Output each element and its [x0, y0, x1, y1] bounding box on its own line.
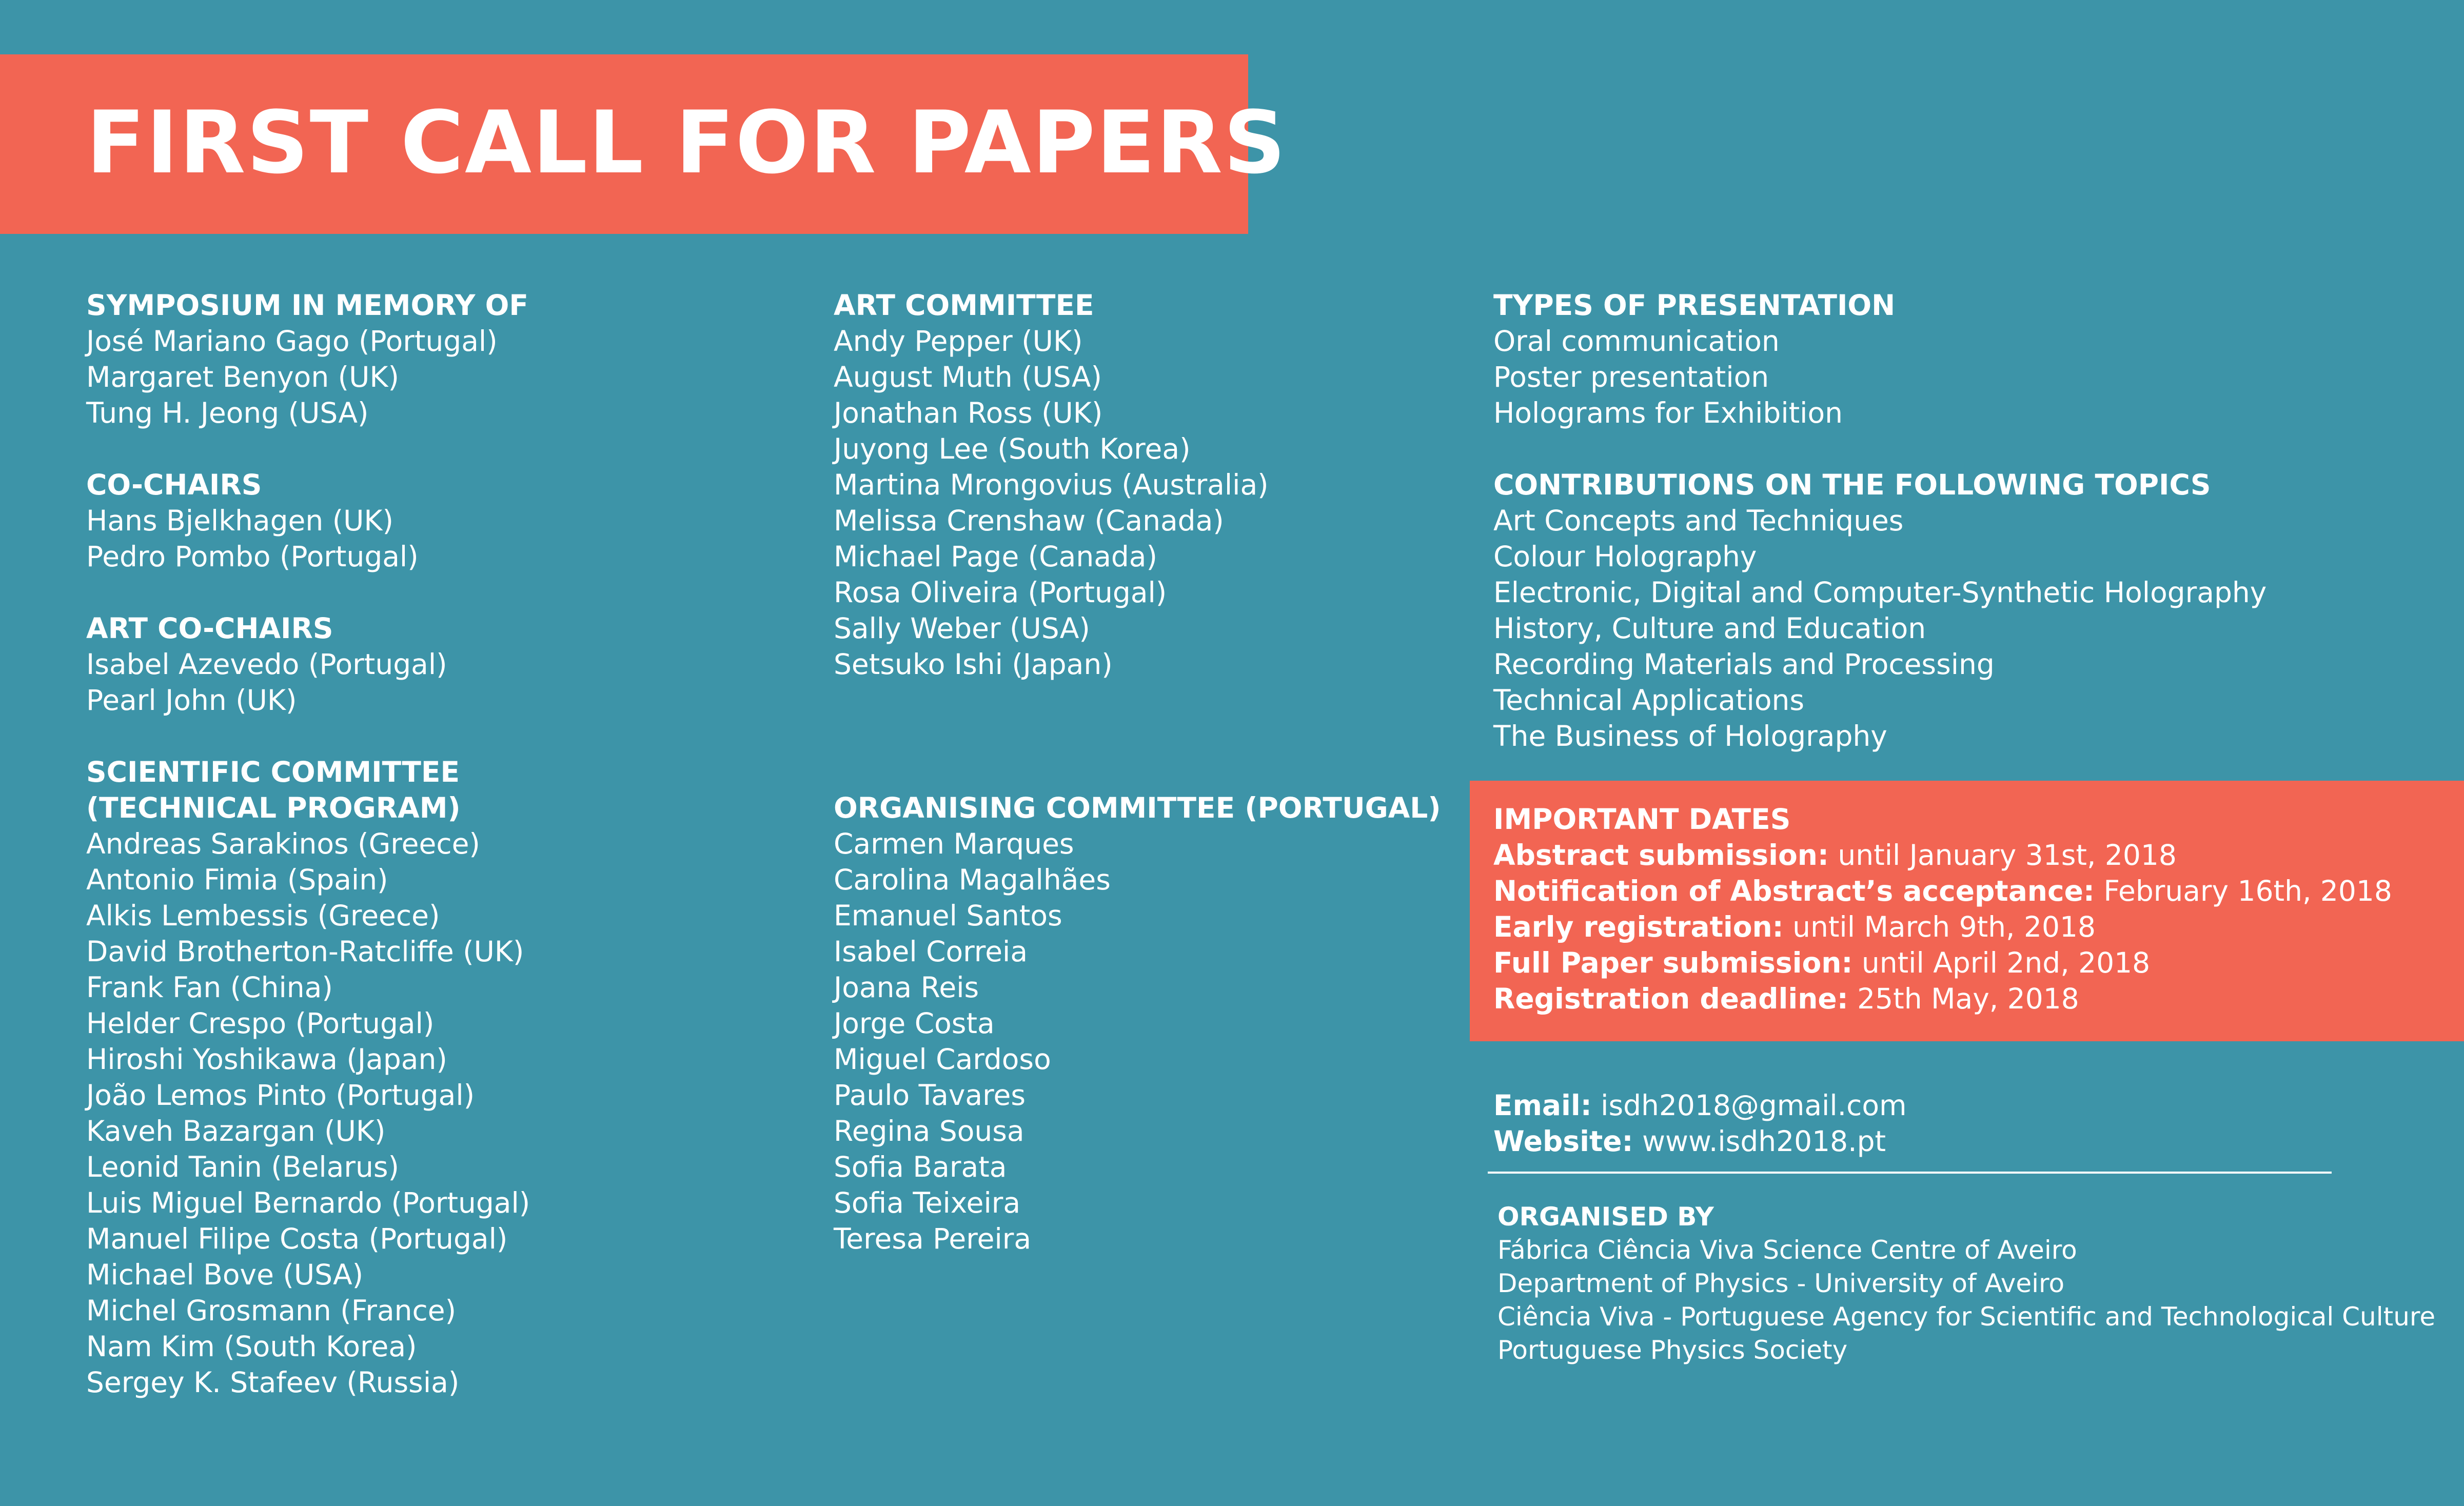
list-item: Joana Reis	[834, 971, 979, 1004]
scientific-committee-subheading: (TECHNICAL PROGRAM)	[86, 791, 461, 824]
list-item: Department of Physics - University of Aveiro	[1497, 1269, 2065, 1298]
list-item: Holograms for Exhibition	[1493, 397, 1843, 429]
symposium-section	[86, 287, 804, 431]
date-row	[1493, 837, 2392, 873]
date-label: Notification of Abstract’s acceptance:	[1493, 875, 2095, 907]
list-item: Margaret Benyon (UK)	[86, 361, 399, 393]
list-item: Michel Grosmann (France)	[86, 1294, 457, 1327]
date-label: Full Paper submission:	[1493, 946, 1853, 979]
column-middle	[834, 287, 1475, 1293]
list-item: Kaveh Bazargan (UK)	[86, 1115, 386, 1147]
date-row	[1493, 945, 2392, 981]
list-item: Sergey K. Stafeev (Russia)	[86, 1366, 460, 1399]
list-item: Antonio Fimia (Spain)	[86, 863, 388, 896]
date-label: Early registration:	[1493, 910, 1784, 943]
list-item: Frank Fan (China)	[86, 971, 333, 1004]
types-section	[1493, 287, 2417, 431]
list-item: Jorge Costa	[834, 1007, 995, 1040]
list-item: José Mariano Gago (Portugal)	[86, 325, 498, 358]
list-item: João Lemos Pinto (Portugal)	[86, 1079, 475, 1112]
list-item: Isabel Azevedo (Portugal)	[86, 648, 447, 681]
list-item: Sofia Barata	[834, 1151, 1007, 1183]
list-item: Helder Crespo (Portugal)	[86, 1007, 435, 1040]
important-dates-box	[1470, 781, 2464, 1041]
divider	[1488, 1172, 2332, 1174]
list-item: Luis Miguel Bernardo (Portugal)	[86, 1186, 530, 1219]
email-label: Email:	[1493, 1089, 1592, 1122]
date-row	[1493, 873, 2392, 909]
list-item: Emanuel Santos	[834, 899, 1062, 932]
list-item: Ciência Viva - Portuguese Agency for Scientific and Technological Culture	[1497, 1302, 2436, 1332]
list-item: Miguel Cardoso	[834, 1043, 1051, 1076]
organising-committee-section	[834, 790, 1475, 1257]
website-link[interactable]: www.isdh2018.pt	[1633, 1125, 1886, 1158]
email-row	[1493, 1087, 1907, 1123]
date-row	[1493, 909, 2392, 945]
art-co-chairs-section	[86, 610, 804, 718]
list-item: Melissa Crenshaw (Canada)	[834, 504, 1224, 537]
scientific-committee-section	[86, 754, 804, 1400]
list-item: Art Concepts and Techniques	[1493, 504, 1904, 537]
list-item: Regina Sousa	[834, 1115, 1024, 1147]
list-item: Juyong Lee (South Korea)	[834, 432, 1191, 465]
list-item: Michael Bove (USA)	[86, 1258, 364, 1291]
important-dates	[1493, 801, 2392, 1017]
list-item: Portuguese Physics Society	[1497, 1335, 1848, 1365]
date-row	[1493, 981, 2392, 1017]
list-item: Sally Weber (USA)	[834, 612, 1090, 645]
organised-by-heading: ORGANISED BY	[1497, 1202, 1714, 1232]
list-item: Michael Page (Canada)	[834, 540, 1157, 573]
date-value: until April 2nd, 2018	[1852, 946, 2151, 979]
list-item: Sofia Teixeira	[834, 1186, 1021, 1219]
date-label: Registration deadline:	[1493, 982, 1848, 1015]
co-chairs-heading: CO-CHAIRS	[86, 468, 262, 501]
list-item: Teresa Pereira	[834, 1222, 1032, 1255]
list-item: Colour Holography	[1493, 540, 1757, 573]
list-item: Rosa Oliveira (Portugal)	[834, 576, 1167, 609]
list-item: Fábrica Ciência Viva Science Centre of Aveiro	[1497, 1235, 2077, 1265]
list-item: Oral communication	[1493, 325, 1780, 358]
organising-committee-heading: ORGANISING COMMITTEE (PORTUGAL)	[834, 791, 1441, 824]
list-item: Hans Bjelkhagen (UK)	[86, 504, 393, 537]
list-item: Recording Materials and Processing	[1493, 648, 1995, 681]
organised-by-section	[1497, 1200, 2435, 1367]
list-item: Electronic, Digital and Computer-Synthetic Holography	[1493, 576, 2267, 609]
website-row	[1493, 1123, 1907, 1159]
website-label: Website:	[1493, 1125, 1633, 1158]
list-item: Setsuko Ishi (Japan)	[834, 648, 1113, 681]
list-item: Martina Mrongovius (Australia)	[834, 468, 1269, 501]
list-item: Pearl John (UK)	[86, 684, 297, 717]
list-item: Tung H. Jeong (USA)	[86, 397, 369, 429]
list-item: Alkis Lembessis (Greece)	[86, 899, 440, 932]
list-item: Paulo Tavares	[834, 1079, 1026, 1112]
list-item: Technical Applications	[1493, 684, 1804, 717]
art-committee-section	[834, 287, 1475, 682]
contact-info	[1493, 1087, 1907, 1159]
list-item: Carolina Magalhães	[834, 863, 1111, 896]
date-value: February 16th, 2018	[2094, 875, 2392, 907]
list-item: Poster presentation	[1493, 361, 1769, 393]
symposium-heading: SYMPOSIUM IN MEMORY OF	[86, 289, 528, 322]
page-title: FIRST CALL FOR PAPERS	[86, 92, 1287, 193]
scientific-committee-heading: SCIENTIFIC COMMITTEE	[86, 756, 460, 788]
list-item: History, Culture and Education	[1493, 612, 1926, 645]
topics-section	[1493, 467, 2417, 754]
list-item: Manuel Filipe Costa (Portugal)	[86, 1222, 508, 1255]
list-item: The Business of Holography	[1493, 720, 1887, 752]
list-item: David Brotherton-Ratcliffe (UK)	[86, 935, 524, 968]
list-item: Leonid Tanin (Belarus)	[86, 1151, 399, 1183]
date-value: 25th May, 2018	[1848, 982, 2079, 1015]
list-item: Andy Pepper (UK)	[834, 325, 1083, 358]
art-committee-heading: ART COMMITTEE	[834, 289, 1094, 322]
co-chairs-section	[86, 467, 804, 574]
title-banner	[0, 54, 1287, 234]
topics-heading: CONTRIBUTIONS ON THE FOLLOWING TOPICS	[1493, 468, 2211, 501]
types-heading: TYPES OF PRESENTATION	[1493, 289, 1896, 322]
date-value: until January 31st, 2018	[1828, 839, 2177, 871]
column-right	[1493, 287, 2417, 790]
list-item: Pedro Pombo (Portugal)	[86, 540, 419, 573]
column-left	[86, 287, 804, 1436]
email-link[interactable]: isdh2018@gmail.com	[1591, 1089, 1907, 1122]
list-item: Nam Kim (South Korea)	[86, 1330, 417, 1363]
dates-heading: IMPORTANT DATES	[1493, 803, 1791, 836]
list-item: Jonathan Ross (UK)	[834, 397, 1103, 429]
art-co-chairs-heading: ART CO-CHAIRS	[86, 612, 333, 645]
date-label: Abstract submission:	[1493, 839, 1829, 871]
list-item: Carmen Marques	[834, 827, 1074, 860]
list-item: Andreas Sarakinos (Greece)	[86, 827, 480, 860]
list-item: Isabel Correia	[834, 935, 1028, 968]
list-item: August Muth (USA)	[834, 361, 1102, 393]
list-item: Hiroshi Yoshikawa (Japan)	[86, 1043, 447, 1076]
date-value: until March 9th, 2018	[1783, 910, 2096, 943]
